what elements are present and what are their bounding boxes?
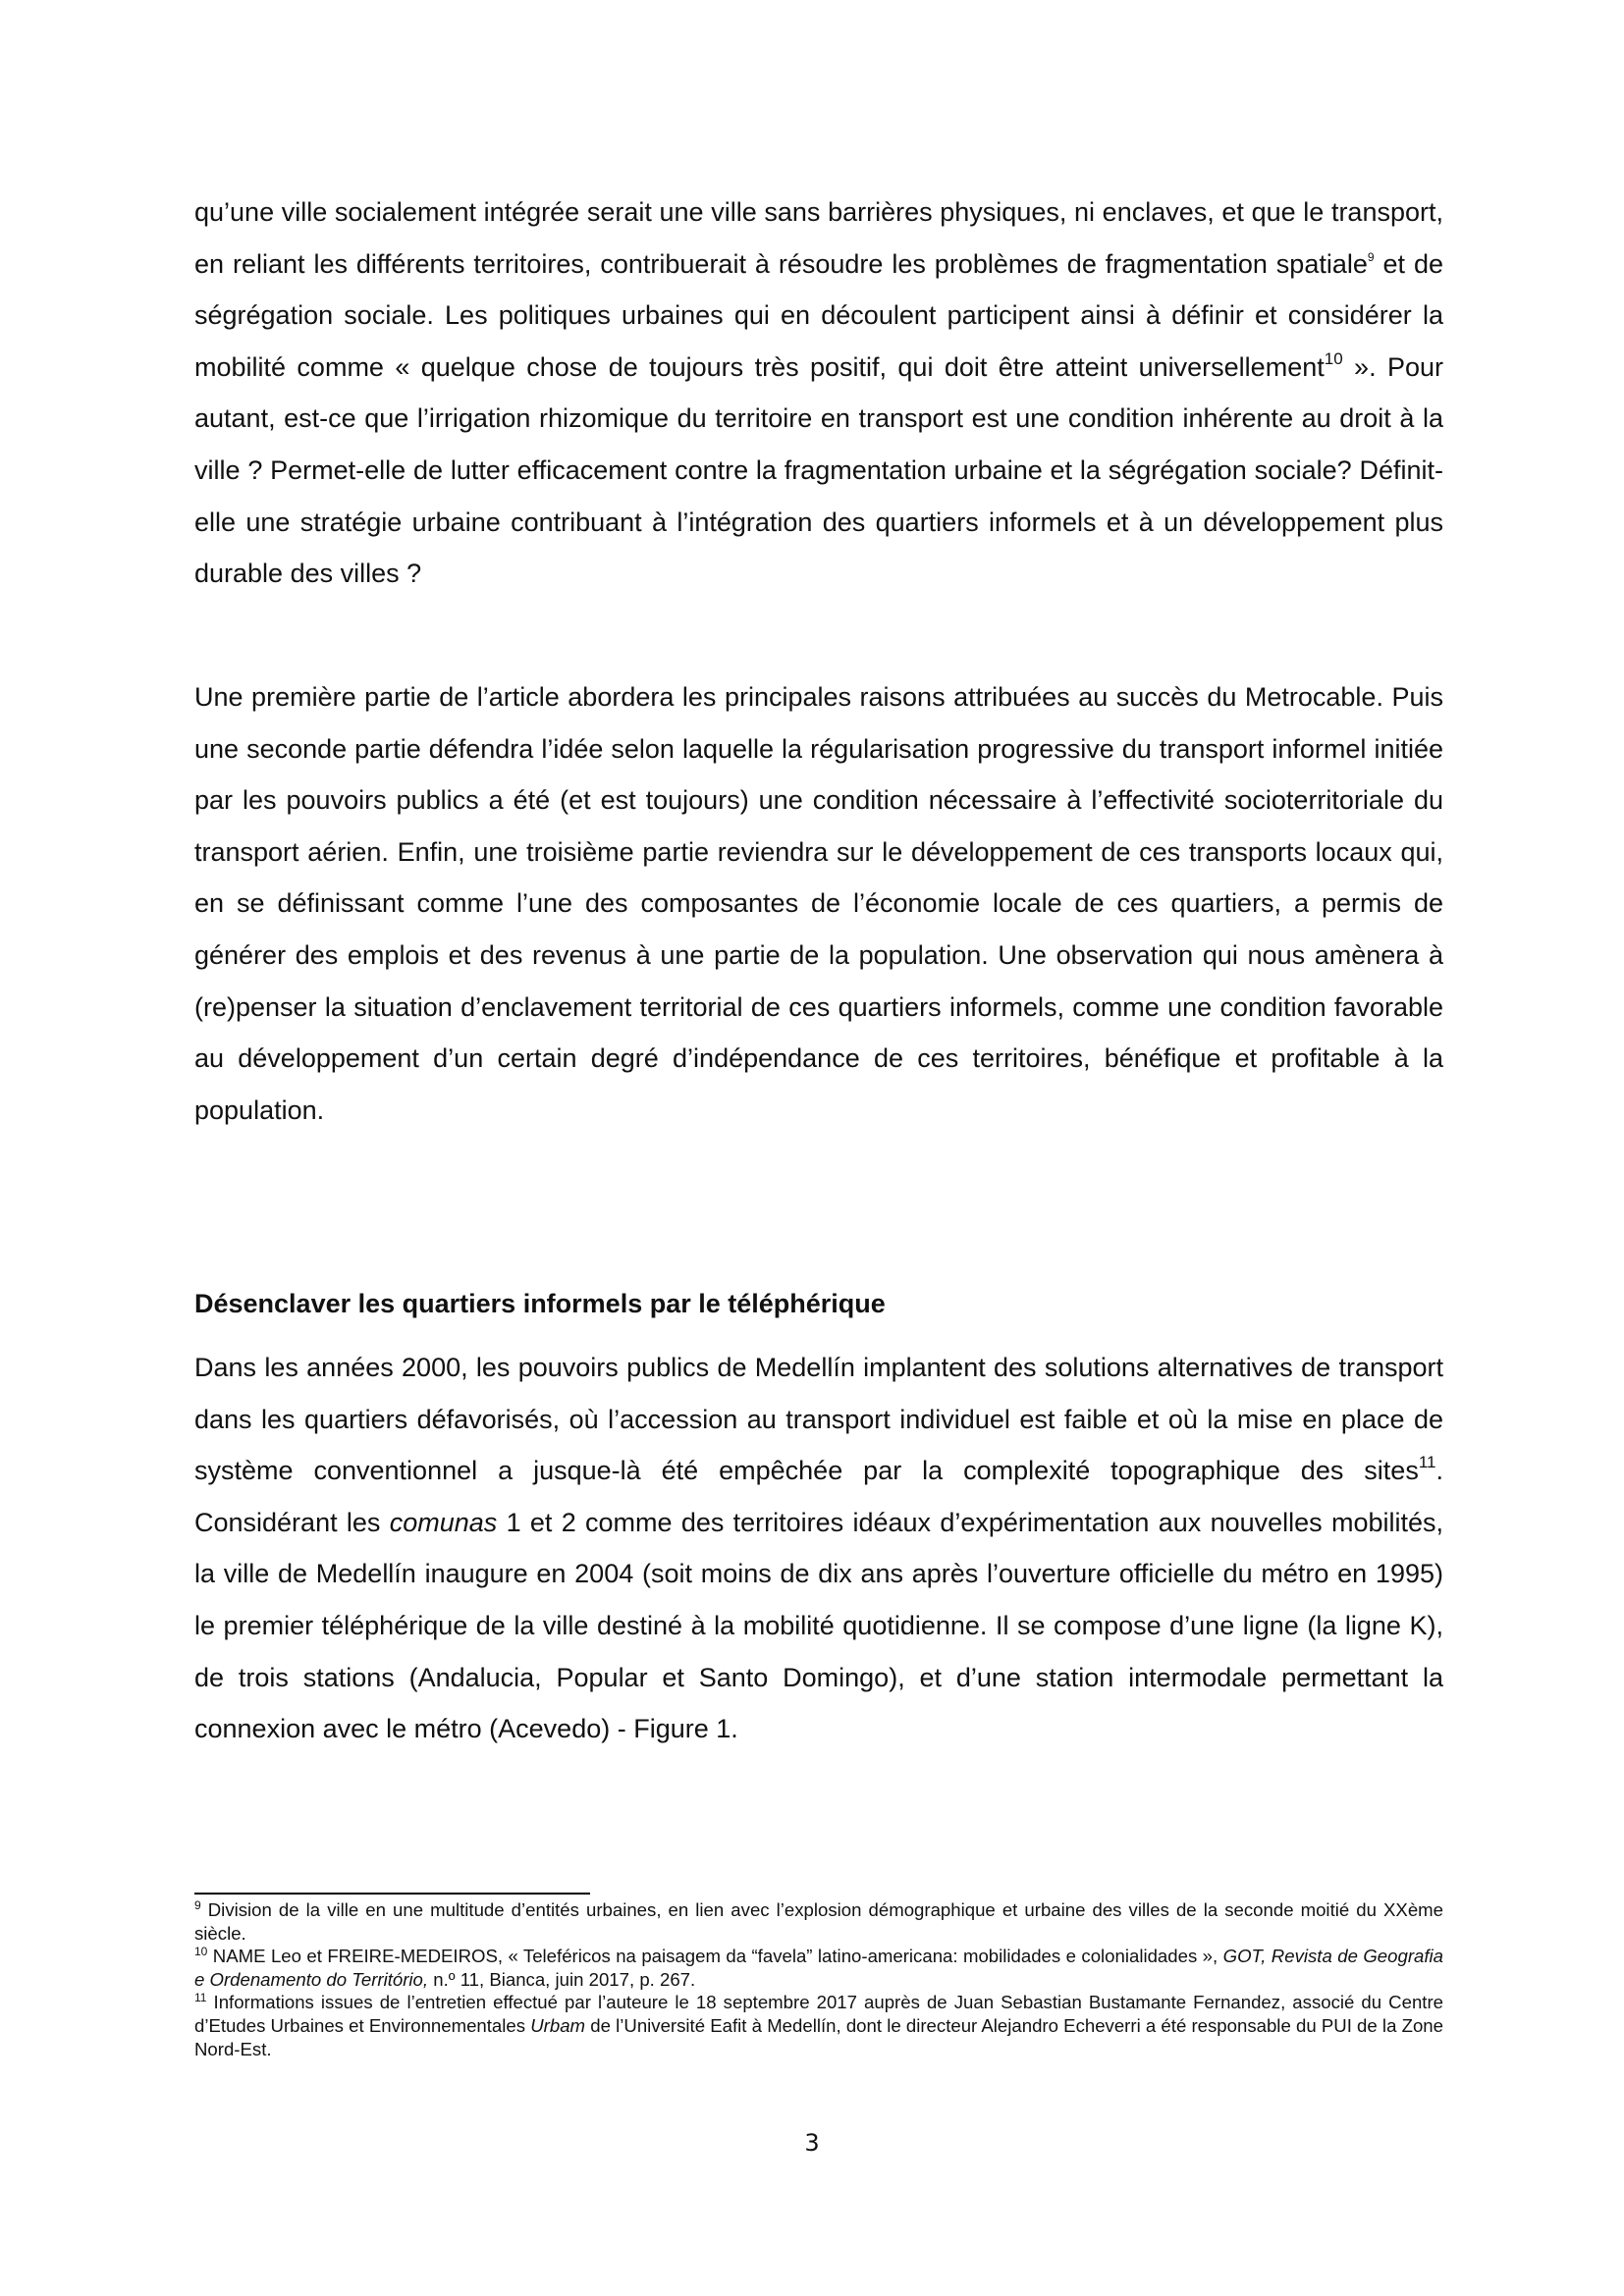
- section-heading: Désenclaver les quartiers informels par le téléphérique: [194, 1289, 886, 1318]
- footnote-ref-10[interactable]: 10: [1324, 348, 1343, 368]
- footnote-ref-9[interactable]: 9: [1367, 249, 1375, 264]
- footnote-text: de l’Université Eafit à Medellín, dont le directeur Alejandro Echeverri a été responsable du PUI de la Zone Nord-Est.: [194, 2014, 1443, 2059]
- footnote-number: 9: [194, 1897, 201, 1912]
- paragraph-text: Une première partie de l’article abordera les principales raisons attribuées au succès du Metrocable. Puis une seconde partie défendra l’idée selon laquelle la régularisation progressive du transport informel initiée par les pouvoirs publics a été (et est toujours) une condition nécessaire à l’effectivité socioterritoriale du transport aérien. Enfin, une troisième partie reviendra sur le développement de ces transports locaux qui, en se définissant comme l’une des composantes de l’économie locale de ces quartiers, a permis de générer des emplois et des revenus à une partie de la population. Une observation qui nous amènera à (re)penser la situation d’enclavement territorial de ces quartiers informels, comme une condition favorable au développement d’un certain degré d’indépendance de ces territoires, bénéfique et profitable à la population.: [194, 682, 1443, 1125]
- footnote-italic: Urbam: [530, 2014, 586, 2036]
- paragraph-text-segment: Dans les années 2000, les pouvoirs publics de Medellín implantent des solutions alternatives de transport dans les quartiers défavorisés, où l’accession au transport individuel est faible et où la mise en place de système conventionnel a jusque-là été empêchée par la complexité topographique des sites: [194, 1353, 1443, 1486]
- italic-term: comunas: [389, 1507, 498, 1537]
- body-paragraph-1: [194, 187, 1443, 600]
- paragraph-text-segment: qu’une ville socialement intégrée serait une ville sans barrières physiques, ni enclaves, et que le transport, en reliant les différents territoires, contribuerait à résoudre les problèmes de fragmentation spatiale: [194, 197, 1443, 279]
- footnote-number: 11: [194, 1991, 207, 2005]
- paragraph-text-segment: ». Pour autant, est-ce que l’irrigation rhizomique du territoire en transport est une condition inhérente au droit à la ville ? Permet-elle de lutter efficacement contre la fragmentation urbaine et la ségrégation sociale? Définit-elle une stratégie urbaine contribuant à l’intégration des quartiers informels et à un développement plus durable des villes ?: [194, 351, 1443, 589]
- footnote-text: Division de la ville en une multitude d’entités urbaines, en lien avec l’explosion démographique et urbaine des villes de la seconde moitié du XXème siècle.: [194, 1899, 1443, 1944]
- footnotes-section: [194, 1898, 1443, 2060]
- footnote-ref-11[interactable]: 11: [1418, 1453, 1436, 1472]
- footnote-text: n.º 11, Bianca, juin 2017, p. 267.: [428, 1968, 696, 1990]
- footnote-number: 10: [194, 1945, 208, 1958]
- paragraph-text: [194, 187, 1443, 600]
- paragraph-text: [194, 1342, 1443, 1755]
- paragraph-text-segment: 1 et 2 comme des territoires idéaux d’expérimentation aux nouvelles mobilités, la ville de Medellín inaugure en 2004 (soit moins de dix ans après l’ouverture officielle du métro en 1995) le premier téléphérique de la ville destiné à la mobilité quotidienne. Il se compose d’une ligne (la ligne K), de trois stations (Andalucia, Popular et Santo Domingo), et d’une station intermodale permettant la connexion avec le métro (Acevedo) - Figure 1.: [194, 1507, 1443, 1744]
- footnote-11: [194, 1991, 1443, 2060]
- paragraph-text-segment: et de ségrégation sociale. Les politiques urbaines qui en découlent participent ainsi à définir et considérer la mobilité comme « quelque chose de toujours très positif, qui doit être atteint universellement: [194, 248, 1443, 382]
- paragraph-text-segment: . Considérant les: [194, 1456, 1443, 1537]
- page-number: 3: [804, 2129, 820, 2157]
- body-paragraph-2: [194, 671, 1443, 1136]
- footnote-text: NAME Leo et FREIRE-MEDEIROS, « Teleféricos na paisagem da “favela” latino-americana: mobilidades e colonialidades »,: [207, 1946, 1223, 1967]
- footnote-10: [194, 1945, 1443, 1991]
- footnote-text: Informations issues de l’entretien effectué par l’auteure le 18 septembre 2017 auprès de Juan Sebastian Bustamante Fernandez, associé du Centre d’Etudes Urbaines et Environnementales: [194, 1992, 1443, 2036]
- footnote-separator: [194, 1893, 590, 1895]
- footnote-9: [194, 1898, 1443, 1945]
- footnote-italic: GOT, Revista de Geografia e Ordenamento do Território,: [194, 1946, 1443, 1990]
- body-paragraph-3: [194, 1342, 1443, 1755]
